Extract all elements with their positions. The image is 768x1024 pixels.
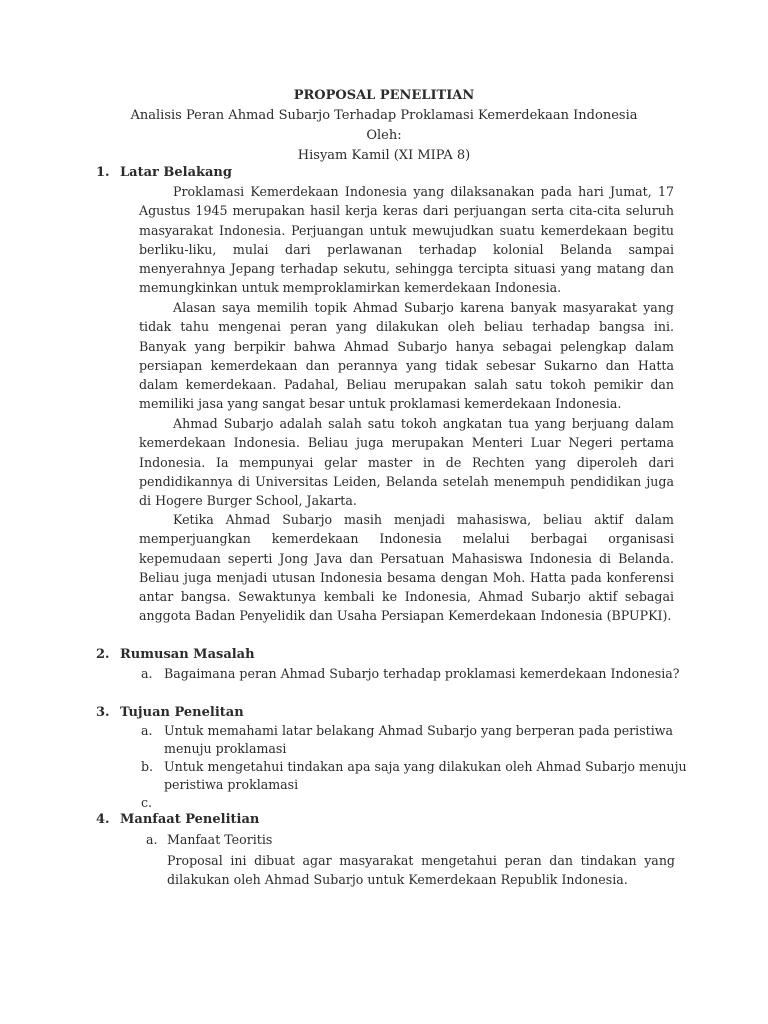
section-title: Rumusan Masalah — [120, 647, 255, 662]
list-item-text-continued: peristiwa proklamasi — [164, 777, 299, 792]
section-number: 1. — [96, 165, 110, 180]
list-item-text: Manfaat Teoritis — [167, 832, 273, 847]
body-paragraph: Proklamasi Kemerdekaan Indonesia yang dilaksanakan pada hari Jumat, 17 Agustus 1945 merupakan hasil kerja keras dari perjuangan serta cita-cita seluruh masyarakat Indonesia. Perjuangan untuk mewujudkan suatu kemerdekaan begitu berliku-liku, mulai dari perlawanan terhadap kolonial Belanda sampai menyerahnya Jepang terhadap sekutu, sehingga tercipta situasi yang matang dan memungkinkan untuk memproklamirkan kemerdekaan Indonesia. — [139, 184, 674, 296]
list-marker: b. — [141, 759, 154, 774]
document-title: PROPOSAL PENELITIAN — [293, 88, 475, 103]
section-heading-tujuan-penelitan — [96, 704, 244, 722]
document-subtitle: Analisis Peran Ahmad Subarjo Terhadap Proklamasi Kemerdekaan Indonesia — [130, 108, 638, 123]
list-marker: a. — [141, 666, 153, 681]
list-marker: a. — [141, 723, 153, 738]
author-name: Hisyam Kamil (XI MIPA 8) — [297, 148, 471, 163]
list-marker: a. — [146, 832, 158, 847]
section-heading-latar-belakang — [96, 164, 232, 182]
section-title: Manfaat Penelitian — [120, 812, 260, 827]
section-number: 4. — [96, 812, 110, 827]
benefit-paragraph: Proposal ini dibuat agar masyarakat mengetahui peran dan tindakan yang dilakukan oleh Ahmad Subarjo untuk Kemerdekaan Republik Indonesia. — [167, 853, 675, 888]
list-item-text: Bagaimana peran Ahmad Subarjo terhadap proklamasi kemerdekaan Indonesia? — [164, 666, 680, 681]
author-prefix: Oleh: — [366, 128, 402, 143]
section-heading-rumusan-masalah — [96, 646, 255, 664]
section-heading-manfaat-penelitian — [96, 811, 259, 829]
body-paragraph: Ketika Ahmad Subarjo masih menjadi mahasiswa, beliau aktif dalam memperjuangkan kemerdekaan Indonesia melalui berbagai organisasi kepemudaan seperti Jong Java dan Persatuan Mahasiswa Indonesia di Belanda. Beliau juga menjadi utusan Indonesia besama dengan Moh. Hatta pada konferensi antar bangsa. Sewaktunya kembali ke Indonesia, Ahmad Subarjo aktif sebagai anggota Badan Penyelidik dan Usaha Persiapan Kemerdekaan Indonesia (BPUPKI). — [139, 512, 674, 624]
section-title: Latar Belakang — [120, 165, 232, 180]
list-item-text: Untuk mengetahui tindakan apa saja yang dilakukan oleh Ahmad Subarjo menuju — [164, 759, 687, 774]
list-item-text-continued: menuju proklamasi — [164, 741, 287, 756]
body-paragraph: Ahmad Subarjo adalah salah satu tokoh angkatan tua yang berjuang dalam kemerdekaan Indonesia. Beliau juga merupakan Menteri Luar Negeri pertama Indonesia. Ia mempunyai gelar master in de Rechten yang diperoleh dari pendidikannya di Universitas Leiden, Belanda setelah menempuh pendidikan juga di Hogere Burger School, Jakarta. — [139, 416, 674, 509]
body-paragraph: Alasan saya memilih topik Ahmad Subarjo karena banyak masyarakat yang tidak tahu mengenai peran yang dilakukan oleh beliau terhadap bangsa ini. Banyak yang berpikir bahwa Ahmad Subarjo hanya sebagai pelengkap dalam persiapan kemerdekaan dan perannya yang tidak sebesar Sukarno dan Hatta dalam kemerdekaan. Padahal, Beliau merupakan salah satu tokoh pemikir dan memiliki jasa yang sangat besar untuk proklamasi kemerdekaan Indonesia. — [139, 300, 674, 412]
section-number: 2. — [96, 647, 110, 662]
section-number: 3. — [96, 705, 110, 720]
section-title: Tujuan Penelitan — [120, 705, 244, 720]
list-marker: c. — [141, 795, 153, 810]
list-item-text: Untuk memahami latar belakang Ahmad Subarjo yang berperan pada peristiwa — [164, 723, 674, 738]
